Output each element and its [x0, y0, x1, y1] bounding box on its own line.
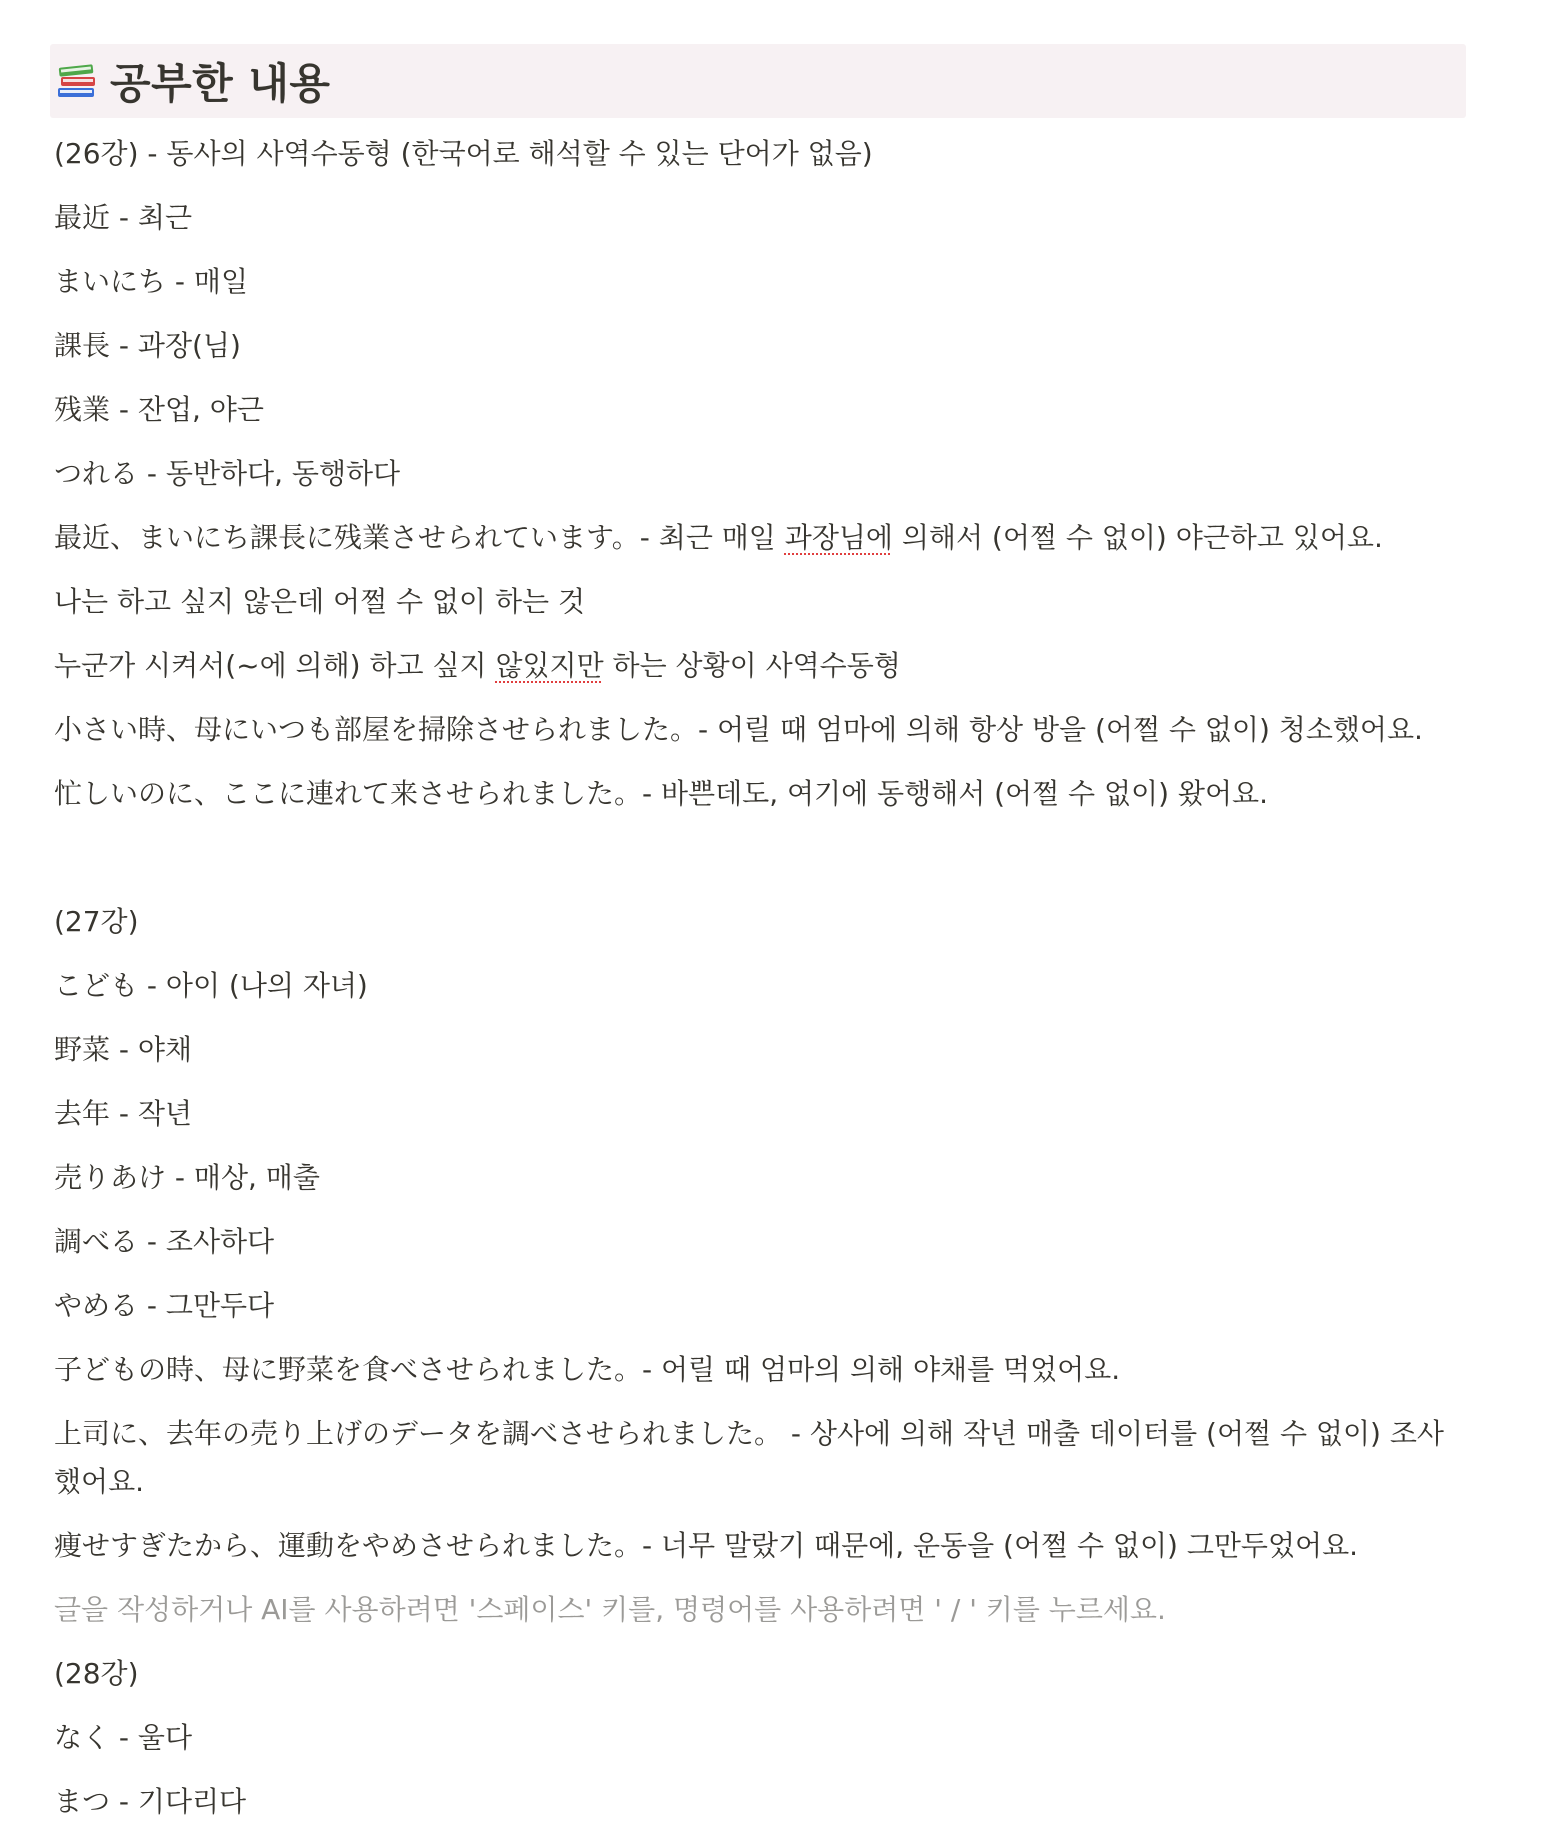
text-block[interactable]: 小さい時、母にいつも部屋を掃除させられました。- 어릴 때 엄마에 의해 항상 방을 (어쩔 수 없이) 청소했어요.	[54, 713, 1423, 746]
text-segment: 하는 상황이 사역수동형	[603, 649, 901, 682]
text-block[interactable]: 野菜 - 야채	[54, 1033, 193, 1066]
text-block[interactable]: 残業 - 잔업, 야근	[54, 393, 264, 426]
spellcheck-flagged-word[interactable]: 않있지만	[495, 649, 604, 682]
text-block[interactable]: 課長 - 과장(님)	[54, 329, 241, 362]
empty-block[interactable]	[50, 826, 1466, 890]
text-block[interactable]: (27강)	[54, 905, 139, 938]
text-block[interactable]: まいにち - 매일	[54, 265, 249, 298]
text-block[interactable]: やめる - 그만두다	[54, 1289, 275, 1322]
text-block[interactable]	[50, 634, 1466, 698]
section-heading[interactable]	[50, 44, 1466, 118]
text-block[interactable]: (26강) - 동사의 사역수동형 (한국어로 해석할 수 있는 단어가 없음)	[54, 137, 873, 170]
page-title: 공부한 내용	[110, 59, 331, 108]
text-block[interactable]: 売りあけ - 매상, 매출	[54, 1161, 320, 1194]
text-block[interactable]: こども - 아이 (나의 자녀)	[54, 969, 368, 1002]
text-block[interactable]: 痩せすぎたから、運動をやめさせられました。- 너무 말랐기 때문에, 운동을 (어쩔 수 없이) 그만두었어요.	[54, 1529, 1359, 1562]
text-block[interactable]: 最近 - 최근	[54, 201, 193, 234]
text-segment: 누군가 시켜서(~에 의해) 하고 싶지	[54, 649, 496, 682]
books-icon	[54, 58, 100, 104]
empty-block-placeholder[interactable]: 글을 작성하거나 AI를 사용하려면 '스페이스' 키를, 명령어를 사용하려면 ' / ' 키를 누르세요.	[54, 1593, 1166, 1626]
text-block[interactable]: つれる - 동반하다, 동행하다	[54, 457, 401, 490]
text-block[interactable]: なく - 울다	[54, 1721, 193, 1754]
text-block[interactable]: まつ - 기다리다	[54, 1785, 247, 1818]
text-segment: 最近、まいにち課長に残業させられています。- 최근 매일	[54, 521, 785, 554]
text-block[interactable]: 子どもの時、母に野菜を食べさせられました。- 어릴 때 엄마의 의해 야채를 먹었어요.	[54, 1353, 1121, 1386]
text-block[interactable]: 調べる - 조사하다	[54, 1225, 275, 1258]
text-block[interactable]: 去年 - 작년	[54, 1097, 193, 1130]
text-block[interactable]: 忙しいのに、ここに連れて来させられました。- 바쁜데도, 여기에 동행해서 (어쩔 수 없이) 왔어요.	[54, 777, 1268, 810]
text-block[interactable]: 上司に、去年の売り上げのデータを調べさせられました。 - 상사에 의해 작년 매출 데이터를 (어쩔 수 없이) 조사했어요.	[54, 1417, 1444, 1498]
text-segment: 의해서 (어쩔 수 없이) 야근하고 있어요.	[892, 521, 1383, 554]
text-block[interactable]: 나는 하고 싶지 않은데 어쩔 수 없이 하는 것	[54, 585, 586, 618]
text-block[interactable]	[50, 506, 1466, 570]
text-block[interactable]: (28강)	[54, 1657, 139, 1690]
page-content	[50, 44, 1466, 1834]
spellcheck-flagged-word[interactable]: 과장님에	[784, 521, 893, 554]
